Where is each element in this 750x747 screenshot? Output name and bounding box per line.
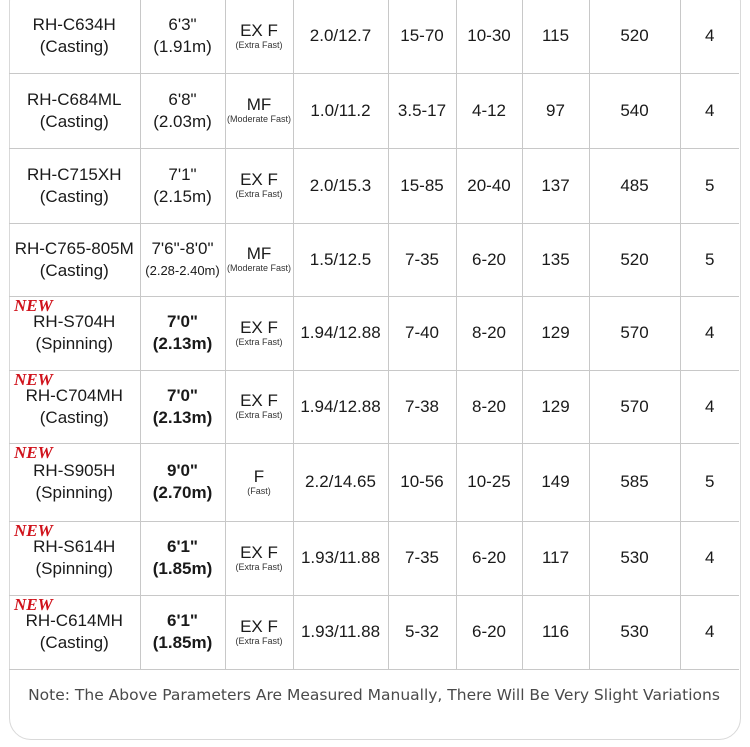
new-badge: NEW [14, 520, 53, 540]
sections-cell: 4 [680, 296, 739, 370]
sections-cell: 4 [680, 595, 739, 669]
sections-cell: 5 [680, 443, 739, 521]
weight-cell: 116 [522, 595, 589, 669]
lure-weight-cell: 6-20 [456, 223, 522, 296]
power-cell: 1.5/12.5 [293, 223, 388, 296]
sections-cell: 4 [680, 521, 739, 595]
action-code: EX F [240, 616, 278, 636]
line-range-cell: 7-35 [388, 223, 456, 296]
model-cell [9, 0, 140, 73]
length-cell [140, 370, 225, 443]
action-code: EX F [240, 391, 278, 410]
table-row [9, 148, 739, 223]
model-name: RH-C614MH [25, 611, 123, 630]
length-feet: 7'0" [166, 312, 198, 331]
lure-weight-cell: 10-30 [456, 0, 522, 73]
table-row [9, 0, 739, 73]
weight-cell: 135 [522, 223, 589, 296]
action-description: (Extra Fast) [235, 39, 283, 50]
line-range-cell: 7-35 [388, 521, 456, 595]
action-description: (Moderate Fast) [226, 114, 292, 124]
spec-cell: 585 [589, 443, 680, 521]
action-cell [225, 73, 293, 148]
length-metric: (2.70m) [152, 483, 213, 502]
length-cell [140, 443, 225, 521]
length-feet: 7'1" [168, 164, 197, 184]
model-name: RH-S614H [33, 537, 116, 556]
model-name: RH-C765-805M [14, 238, 134, 258]
table-row [9, 223, 739, 296]
weight-cell: 129 [522, 370, 589, 443]
power-cell: 1.94/12.88 [293, 296, 388, 370]
model-name: RH-S905H [33, 461, 116, 480]
model-cell [9, 521, 140, 595]
length-cell [140, 148, 225, 223]
length-cell [140, 595, 225, 669]
weight-cell: 117 [522, 521, 589, 595]
lure-weight-cell: 20-40 [456, 148, 522, 223]
action-code: MF [246, 95, 272, 114]
line-range-cell: 15-70 [388, 0, 456, 73]
length-feet: 6'1" [166, 537, 198, 556]
line-range-cell: 7-38 [388, 370, 456, 443]
sections-cell: 5 [680, 223, 739, 296]
weight-cell: 115 [522, 0, 589, 73]
model-name: RH-C715XH [27, 164, 122, 184]
sections-cell: 5 [680, 148, 739, 223]
action-code: EX F [240, 20, 278, 40]
spec-cell: 485 [589, 148, 680, 223]
table-row [9, 443, 739, 521]
action-cell [225, 521, 293, 595]
model-cell [9, 73, 140, 148]
table-row [9, 296, 739, 370]
length-feet: 6'8" [168, 89, 197, 109]
model-cell [9, 223, 140, 296]
spec-cell: 570 [589, 296, 680, 370]
lure-weight-cell: 4-12 [456, 73, 522, 148]
lure-weight-cell: 10-25 [456, 443, 522, 521]
new-badge: NEW [14, 295, 53, 315]
rod-type: (Spinning) [35, 559, 113, 578]
length-cell [140, 0, 225, 73]
new-badge: NEW [14, 594, 53, 614]
length-feet: 6'3" [168, 15, 197, 35]
spec-cell: 530 [589, 595, 680, 669]
action-description: (Extra Fast) [235, 336, 283, 347]
power-cell: 1.94/12.88 [293, 370, 388, 443]
rod-type: (Casting) [39, 186, 109, 206]
length-cell [140, 73, 225, 148]
spec-table-body [9, 0, 739, 669]
action-cell [225, 296, 293, 370]
action-description: (Fast) [247, 485, 271, 496]
action-description: (Extra Fast) [235, 189, 283, 199]
rod-type: (Casting) [39, 407, 109, 427]
sections-cell: 4 [680, 0, 739, 73]
spec-cell: 520 [589, 223, 680, 296]
sections-cell: 4 [680, 370, 739, 443]
model-cell [9, 370, 140, 443]
rod-type: (Spinning) [35, 483, 113, 502]
action-code: EX F [240, 542, 278, 562]
length-metric: (2.13m) [152, 334, 213, 353]
power-cell: 1.93/11.88 [293, 521, 388, 595]
length-metric: (1.91m) [153, 37, 212, 57]
model-name: RH-S704H [33, 312, 116, 331]
length-metric: (1.85m) [152, 559, 213, 578]
length-cell [140, 296, 225, 370]
spec-cell: 520 [589, 0, 680, 73]
sections-cell: 4 [680, 73, 739, 148]
rod-type: (Casting) [39, 260, 109, 280]
weight-cell: 97 [522, 73, 589, 148]
lure-weight-cell: 6-20 [456, 521, 522, 595]
table-row [9, 521, 739, 595]
length-feet: 9'0" [166, 461, 198, 480]
measurement-note: Note: The Above Parameters Are Measured Manually, There Will Be Very Slight Variations [28, 686, 720, 704]
action-cell [225, 148, 293, 223]
action-cell [225, 370, 293, 443]
lure-weight-cell: 8-20 [456, 296, 522, 370]
power-cell: 2.0/15.3 [293, 148, 388, 223]
new-badge: NEW [14, 369, 53, 389]
spec-cell: 530 [589, 521, 680, 595]
action-cell [225, 595, 293, 669]
table-row [9, 73, 739, 148]
spec-cell: 540 [589, 73, 680, 148]
length-feet: 6'1" [166, 611, 198, 630]
length-metric: (2.13m) [152, 407, 213, 427]
rod-type: (Spinning) [35, 334, 113, 353]
line-range-cell: 10-56 [388, 443, 456, 521]
action-description: (Extra Fast) [235, 410, 283, 420]
power-cell: 2.2/14.65 [293, 443, 388, 521]
lure-weight-cell: 8-20 [456, 370, 522, 443]
action-cell [225, 223, 293, 296]
action-description: (Moderate Fast) [226, 263, 292, 273]
spec-cell: 570 [589, 370, 680, 443]
table-row [9, 595, 739, 669]
action-description: (Extra Fast) [235, 635, 283, 646]
lure-weight-cell: 6-20 [456, 595, 522, 669]
length-feet: 7'6"-8'0" [151, 238, 214, 258]
line-range-cell: 15-85 [388, 148, 456, 223]
rod-type: (Casting) [39, 37, 109, 57]
length-cell [140, 223, 225, 296]
rod-type: (Casting) [39, 111, 109, 131]
model-name: RH-C634H [32, 15, 116, 35]
model-cell [9, 595, 140, 669]
model-name: RH-C684ML [27, 89, 122, 109]
power-cell: 1.93/11.88 [293, 595, 388, 669]
length-metric: (2.15m) [153, 186, 212, 206]
new-badge: NEW [14, 442, 53, 462]
action-description: (Extra Fast) [235, 561, 283, 572]
action-code: MF [246, 244, 272, 263]
model-cell [9, 443, 140, 521]
action-code: F [253, 466, 265, 486]
length-metric: (2.28-2.40m) [145, 262, 220, 278]
action-code: EX F [240, 317, 278, 337]
action-cell [225, 0, 293, 73]
length-metric: (2.03m) [153, 111, 212, 131]
model-name: RH-C704MH [25, 385, 123, 405]
line-range-cell: 7-40 [388, 296, 456, 370]
line-range-cell: 3.5-17 [388, 73, 456, 148]
power-cell: 1.0/11.2 [293, 73, 388, 148]
line-range-cell: 5-32 [388, 595, 456, 669]
rod-spec-table [9, 0, 739, 670]
model-cell [9, 296, 140, 370]
action-cell [225, 443, 293, 521]
weight-cell: 149 [522, 443, 589, 521]
action-code: EX F [240, 170, 278, 189]
weight-cell: 137 [522, 148, 589, 223]
length-cell [140, 521, 225, 595]
table-row [9, 370, 739, 443]
length-metric: (1.85m) [152, 633, 213, 652]
rod-type: (Casting) [39, 633, 109, 652]
model-cell [9, 148, 140, 223]
length-feet: 7'0" [166, 385, 198, 405]
power-cell: 2.0/12.7 [293, 0, 388, 73]
weight-cell: 129 [522, 296, 589, 370]
